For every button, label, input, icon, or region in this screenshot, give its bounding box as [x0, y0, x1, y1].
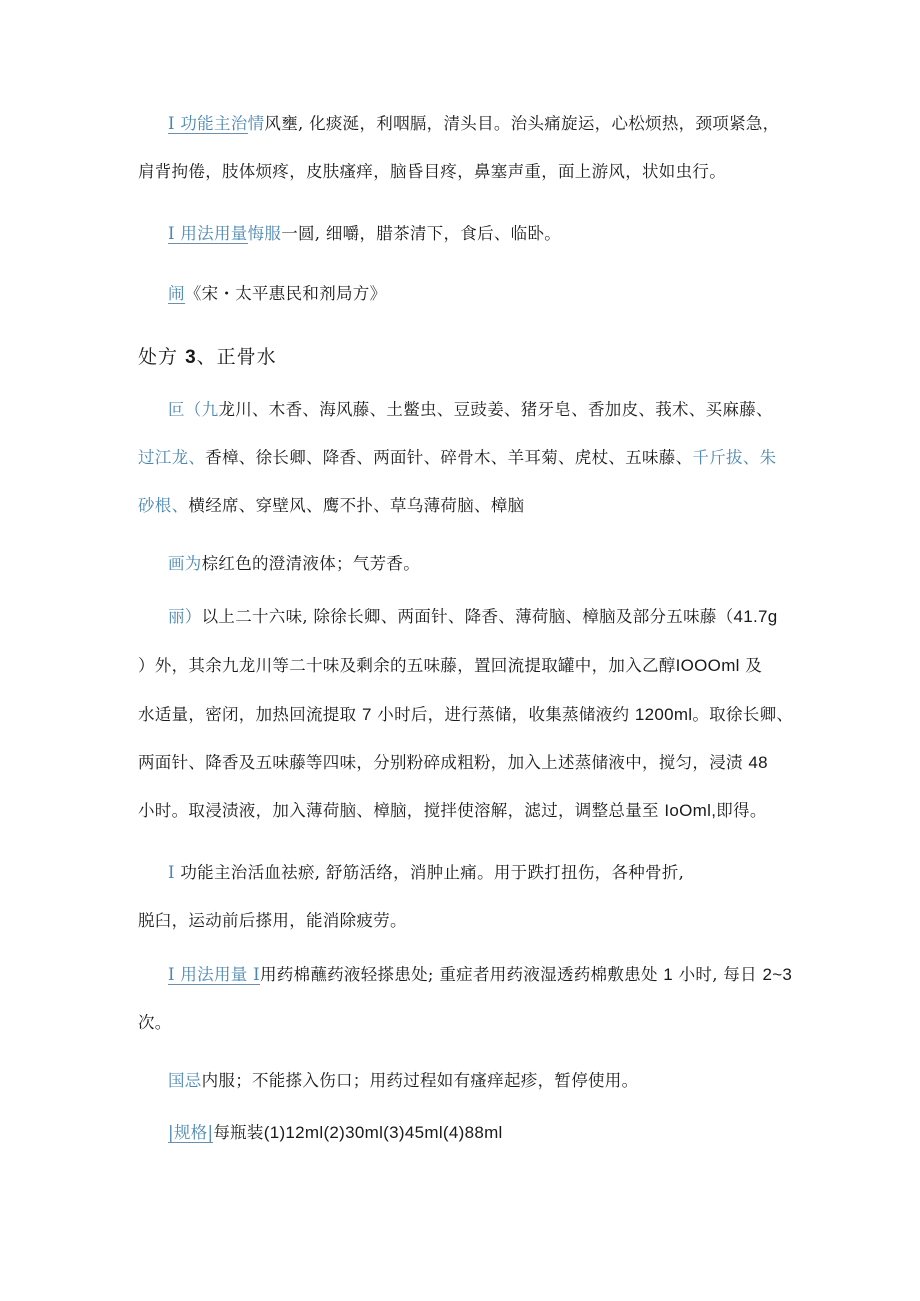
method-line-4 [138, 751, 768, 775]
method-text-3c: 。取徐长卿、 [692, 705, 794, 724]
source-line [168, 282, 386, 306]
usage-tag: I 用法用量 [168, 224, 248, 243]
function-line-1 [168, 112, 779, 136]
method-line-2 [138, 654, 762, 678]
usage-tag-suffix: 悔服 [247, 224, 282, 243]
usage2-num-1: 1 [663, 965, 674, 984]
method-num-4: 48 [748, 753, 768, 772]
heading-number: 3 [185, 347, 197, 368]
method-line-3 [138, 703, 793, 727]
source-tag: 闹 [168, 284, 185, 303]
method-text-5b: 即得。 [716, 801, 767, 820]
ingredients-line-2 [138, 446, 776, 470]
source-text: 《宋・太平惠民和剂局方》 [184, 284, 387, 303]
function-tag-suffix: 情 [247, 114, 265, 133]
usage2-tag: I 用法用量 I [168, 965, 260, 984]
ingredients-blue-c: 砂根、 [138, 496, 189, 515]
function-line-2 [138, 160, 726, 184]
method-text-5a: 小时。取浸渍液，加入薄荷脑、樟脑，搅拌使溶解，滤过，调整总量至 [138, 801, 665, 820]
spec-values: (1)12ml(2)30ml(3)45ml(4)88ml [263, 1123, 503, 1142]
ingredients-tag: 叵（九 [168, 400, 219, 419]
method-num-5: IoOml, [664, 801, 717, 820]
method-tag: 丽） [168, 607, 202, 626]
ingredients-blue-a: 过江龙、 [138, 448, 206, 467]
caution-text: 内服；不能搽入伤口；用药过程如有瘙痒起疹，暂停使用。 [201, 1071, 639, 1090]
function-tag: I 功能主治 [168, 114, 248, 133]
method-line-1 [168, 605, 778, 629]
method-text-3a: 水适量，密闭，加热回流提取 [138, 705, 362, 724]
caution-line [168, 1069, 638, 1093]
usage2-text-1b: 小时, 每日 [673, 965, 763, 984]
ingredients-text-3: 横经席、穿壁风、鹰不扑、草乌薄荷脑、樟脑 [188, 496, 525, 515]
function2-line-2 [138, 909, 407, 933]
usage2-num-2: 2~3 [762, 965, 793, 984]
function-text-2: 肩背拘倦，肢体烦疼，皮肤瘙痒，脑昏目疼，鼻塞声重，面上游风，状如虫行。 [138, 162, 726, 181]
usage-line [168, 222, 561, 246]
character-text: 棕红色的澄清液体；气芳香。 [201, 554, 421, 573]
method-num-3a: 7 [361, 705, 372, 724]
character-tag: 画为 [168, 554, 202, 573]
method-text-4: 两面针、降香及五味藤等四味，分别粉碎成粗粉，加入上述蒸储液中，搅匀，浸渍 [138, 753, 749, 772]
usage2-line-1 [168, 963, 792, 987]
method-text-1: 以上二十六味, 除徐长卿、两面针、降香、薄荷脑、樟脑及部分五味藤（ [201, 607, 734, 626]
method-num-2: IOOOml [675, 656, 740, 675]
ingredients-text-2: 香樟、徐长卿、降香、两面针、碎骨木、羊耳菊、虎杖、五味藤、 [205, 448, 693, 467]
usage-text: 一圆, 细嚼，腊茶清下，食后、临卧。 [281, 224, 562, 243]
usage2-line-2 [138, 1011, 172, 1035]
ingredients-line-1 [168, 398, 773, 422]
usage2-text-1a: 用药棉蘸药液轻搽患处; 重症者用药液湿透药棉敷患处 [259, 965, 664, 984]
method-text-2a: ）外，其余九龙川等二十味及剩余的五味藤，置回流提取罐中，加入乙醇 [138, 656, 676, 675]
function2-text-2: 脱臼，运动前后搽用，能消除疲劳。 [138, 911, 407, 930]
heading-prefix: 处方 [138, 346, 179, 368]
spec-tag: |规格| [168, 1123, 214, 1142]
method-line-5 [138, 799, 767, 823]
function2-text-1: 功能主治活血祛瘀, 舒筋活络，消肿止痛。用于跌打扭伤，各种骨折, [180, 863, 685, 882]
spec-line [168, 1121, 503, 1145]
method-text-3b: 小时后，进行蒸储，收集蒸储液约 [371, 705, 635, 724]
character-line [168, 552, 420, 576]
function2-tag: I [168, 863, 175, 882]
heading-suffix: 、正骨水 [196, 346, 277, 368]
ingredients-blue-b: 千斤拔、朱 [692, 448, 777, 467]
method-text-2b: 及 [739, 656, 763, 675]
spec-label: 每瓶装 [213, 1123, 264, 1142]
ingredients-text-1: 龙川、木香、海风藤、土鳖虫、豆豉姜、猪牙皂、香加皮、莪术、买麻藤、 [218, 400, 773, 419]
function2-line-1 [168, 861, 684, 885]
ingredients-line-3 [138, 494, 524, 518]
method-num-1: 41.7g [733, 607, 778, 626]
method-num-3b: 1200ml [634, 705, 693, 724]
prescription-heading [138, 343, 277, 372]
function-text-1: 风壅, 化痰涎，利咽膈，清头目。治头痛旋运，心松烦热，颈项紧急， [264, 114, 780, 133]
usage2-text-2: 次。 [138, 1013, 172, 1032]
caution-tag: 国忌 [168, 1071, 202, 1090]
